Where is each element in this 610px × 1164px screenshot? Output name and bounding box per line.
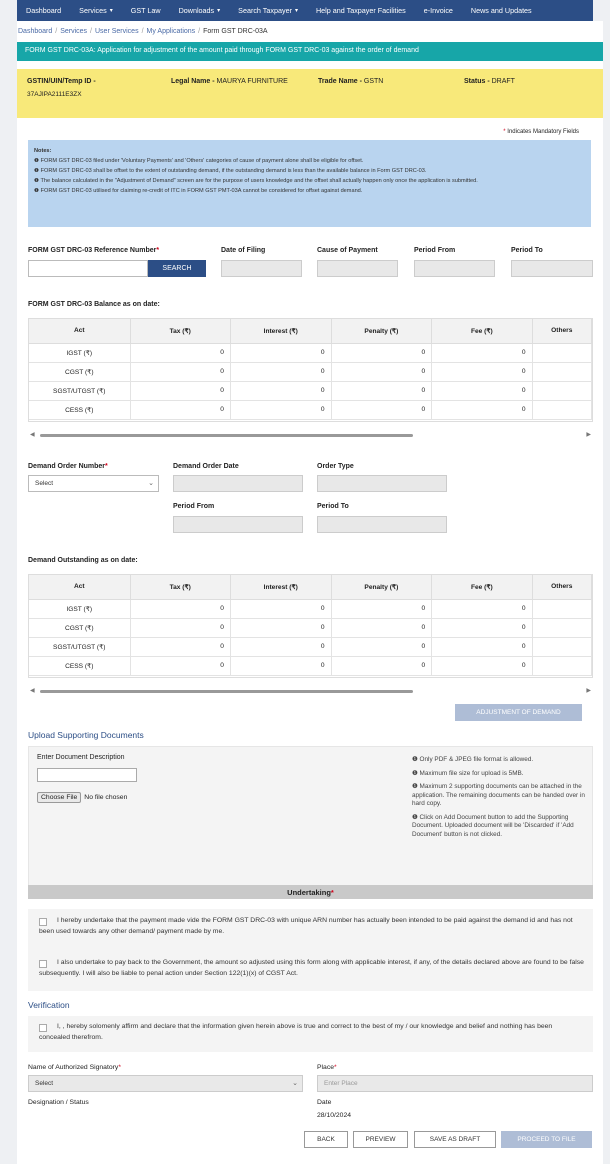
table-header: Penalty (₹) [331, 319, 432, 343]
designation-label: Designation / Status [28, 1099, 89, 1106]
required-icon: * [330, 888, 334, 897]
required-icon: * [156, 247, 160, 254]
table-row [29, 362, 592, 381]
doc-description-input[interactable] [37, 768, 137, 782]
table-header: Fee (₹) [432, 319, 532, 343]
act-cell: CESS (₹) [29, 656, 130, 675]
nav-item-label: Dashboard [26, 6, 62, 15]
value-cell [532, 400, 591, 419]
order-type-field [317, 475, 447, 492]
value-cell: 0 [230, 381, 331, 400]
act-cell: CGST (₹) [29, 618, 130, 637]
place-input[interactable]: Enter Place [317, 1075, 593, 1092]
table-row [29, 656, 592, 675]
note-item: FORM GST DRC-03 filed under 'Voluntary Payments' and 'Others' categories of cause of payment alone shall be eligible for offset. [40, 158, 364, 164]
breadcrumb-separator: / [198, 28, 201, 35]
breadcrumb-item[interactable]: User Services [95, 28, 139, 35]
table-row [29, 618, 592, 637]
value-cell: 0 [130, 599, 230, 618]
table-row [29, 343, 592, 362]
breadcrumb-separator: / [141, 28, 144, 35]
breadcrumb-item[interactable]: Dashboard [18, 28, 53, 35]
info-icon: ❶ [412, 783, 418, 790]
balance-scrollbar[interactable] [28, 431, 593, 440]
nav-item-label: e-Invoice [423, 6, 453, 15]
info-icon: ❶ [412, 813, 418, 821]
info-icon: ❶ [412, 769, 418, 777]
verification-heading: Verification [28, 1000, 70, 1010]
arrow-right-icon[interactable]: ▶ [586, 688, 591, 694]
value-cell: 0 [432, 599, 532, 618]
search-button[interactable]: SEARCH [148, 260, 206, 277]
nav-item[interactable] [229, 0, 307, 21]
value-cell [532, 381, 591, 400]
table-header: Interest (₹) [230, 575, 331, 599]
upload-notes [412, 756, 588, 844]
asterisk-icon: * [503, 129, 506, 135]
nav-item[interactable] [307, 0, 415, 21]
upload-box [28, 746, 593, 886]
value-cell: 0 [130, 362, 230, 381]
doc-description-label: Enter Document Description [37, 754, 125, 761]
table-row [29, 400, 592, 419]
breadcrumb [18, 28, 268, 35]
arrow-left-icon[interactable]: ◀ [30, 688, 35, 694]
date-of-filing-field [221, 260, 302, 277]
value-cell: 0 [432, 400, 532, 419]
value-cell [532, 618, 591, 637]
nav-item[interactable] [170, 0, 230, 21]
outstanding-title: Demand Outstanding as on date: [28, 557, 138, 564]
table-header: Act [29, 319, 130, 343]
value-cell: 0 [432, 637, 532, 656]
undertaking-text-1: I hereby undertake that the payment made vide the FORM GST DRC-03 with unique ARN number has actually been intended to be paid against the demand id and has not been used towards any other demand/ payment made by me. [39, 917, 573, 935]
date-value: 28/10/2024 [317, 1112, 352, 1119]
taxpayer-info [17, 69, 603, 118]
value-cell: 0 [432, 343, 532, 362]
table-header: Others [532, 575, 591, 599]
value-cell: 0 [130, 637, 230, 656]
cause-of-payment-field [317, 260, 398, 277]
gstin-label: GSTIN/UIN/Temp ID - [27, 78, 96, 85]
caret-down-icon: ▾ [109, 8, 113, 14]
balance-table [28, 318, 593, 422]
period-from-label: Period From [414, 247, 456, 254]
page-title: FORM GST DRC-03A: Application for adjustment of the amount paid through FORM GST DRC-03 against the order of demand [17, 42, 603, 61]
demand-order-select[interactable] [28, 475, 159, 492]
nav-item[interactable] [415, 0, 462, 21]
info-icon: ❶ [34, 158, 40, 164]
chevron-down-icon: ⌄ [148, 480, 154, 487]
required-icon: * [334, 1064, 337, 1071]
nav-item[interactable] [122, 0, 170, 21]
nav-item-label: News and Updates [470, 6, 532, 15]
upload-note: Click on Add Document button to add the Supporting Document. Uploaded document will be 'Discarded' if 'Add Document' button is not clicked. [412, 813, 574, 838]
date-label: Date [317, 1099, 332, 1106]
signatory-select-value: Select [35, 1080, 54, 1087]
table-header: Tax (₹) [130, 319, 230, 343]
preview-button[interactable]: PREVIEW [353, 1131, 408, 1148]
adjustment-of-demand-button[interactable]: ADJUSTMENT OF DEMAND [455, 704, 582, 721]
note-item: FORM GST DRC-03 shall be offset to the extent of outstanding demand, if the outstanding demand is less than the available balance in Form GST DRC-03. [40, 168, 427, 174]
scroll-thumb[interactable] [40, 434, 413, 437]
act-cell: SGST/UTGST (₹) [29, 381, 130, 400]
cause-of-payment-label: Cause of Payment [317, 247, 378, 254]
upload-note: Maximum file size for upload is 5MB. [419, 769, 524, 777]
table-header: Act [29, 575, 130, 599]
value-cell: 0 [230, 656, 331, 675]
save-as-draft-button[interactable]: SAVE AS DRAFT [414, 1131, 496, 1148]
table-header: Tax (₹) [130, 575, 230, 599]
value-cell: 0 [331, 400, 432, 419]
value-cell: 0 [230, 400, 331, 419]
act-cell: IGST (₹) [29, 599, 130, 618]
note-item: FORM GST DRC-03 utilised for claiming re-credit of ITC in FORM GST PMT-03A cannot be considered for offset against demand. [40, 188, 363, 194]
value-cell: 0 [130, 656, 230, 675]
demand-period-from-label: Period From [173, 503, 215, 510]
undertaking-text-2: I also undertake to pay back to the Government, the amount so adjusted using this form along with applicable interest, if any, of the details declared above are found to be false subsequently. I will also be liable to penal action under Section 122(1)(x) of CGST Act. [39, 959, 584, 977]
value-cell: 0 [432, 381, 532, 400]
breadcrumb-item: Form GST DRC-03A [203, 28, 268, 35]
info-icon: ❶ [412, 756, 418, 763]
verification-text: I, , hereby solomenly affirm and declare that the information given herein above is true and correct to the best of my / our knowledge and belief and nothing has been concealed therefrom. [39, 1023, 553, 1041]
period-from-field [414, 260, 495, 277]
value-cell: 0 [230, 599, 331, 618]
value-cell: 0 [331, 656, 432, 675]
value-cell: 0 [432, 618, 532, 637]
notes-heading: Notes: [34, 148, 52, 154]
act-cell: IGST (₹) [29, 343, 130, 362]
date-of-filing-label: Date of Filing [221, 247, 266, 254]
required-icon: * [105, 463, 108, 470]
ref-number-label: FORM GST DRC-03 Reference Number [28, 247, 157, 254]
value-cell: 0 [130, 618, 230, 637]
value-cell: 0 [331, 637, 432, 656]
back-button[interactable]: BACK [304, 1131, 348, 1148]
demand-number-label: Demand Order Number [28, 463, 106, 470]
table-header: Interest (₹) [230, 319, 331, 343]
caret-down-icon: ▾ [294, 8, 298, 14]
table-row [29, 599, 592, 618]
main-content [17, 21, 603, 1164]
table-row [29, 381, 592, 400]
nav-item-label: Downloads [178, 6, 215, 15]
breadcrumb-separator: / [90, 28, 92, 35]
value-cell: 0 [130, 381, 230, 400]
verification-box [28, 1016, 593, 1052]
trade-name-value: GSTN [363, 78, 384, 85]
value-cell: 0 [331, 599, 432, 618]
scroll-thumb[interactable] [40, 690, 413, 693]
breadcrumb-item[interactable]: My Applications [146, 28, 196, 35]
nav-item-label: Help and Taxpayer Facilities [315, 6, 406, 15]
ref-number-input[interactable] [28, 260, 148, 277]
act-cell: CESS (₹) [29, 400, 130, 419]
value-cell: 0 [331, 343, 432, 362]
value-cell: 0 [230, 362, 331, 381]
demand-date-label: Demand Order Date [173, 463, 239, 470]
legal-name-value: MAURYA FURNITURE [216, 78, 288, 85]
breadcrumb-separator: / [55, 28, 58, 35]
upload-heading: Upload Supporting Documents [28, 730, 144, 740]
value-cell [532, 599, 591, 618]
nav-item-label: Search Taxpayer [238, 6, 292, 15]
choose-file-button[interactable]: Choose File [37, 792, 81, 803]
value-cell [532, 362, 591, 381]
value-cell [532, 343, 591, 362]
chevron-down-icon: ⌄ [292, 1080, 298, 1087]
balance-title: FORM GST DRC-03 Balance as on date: [28, 301, 160, 308]
no-file-text: No file chosen [84, 794, 128, 801]
value-cell: 0 [230, 343, 331, 362]
nav-item[interactable] [17, 0, 70, 21]
nav-item-label: GST Law [130, 6, 161, 15]
required-icon: * [118, 1064, 121, 1071]
value-cell: 0 [130, 343, 230, 362]
nav-item[interactable] [70, 0, 122, 21]
notes-box [28, 140, 591, 227]
undertaking-heading [28, 885, 593, 899]
value-cell: 0 [331, 618, 432, 637]
table-header: Others [532, 319, 591, 343]
period-to-field [511, 260, 593, 277]
nav-item[interactable] [462, 0, 541, 21]
status-value: DRAFT [491, 78, 515, 85]
nav-item-label: Services [79, 6, 107, 15]
undertaking-heading-text: Undertaking [287, 888, 331, 897]
value-cell: 0 [331, 362, 432, 381]
mandatory-note [503, 129, 579, 135]
info-icon: ❶ [34, 168, 40, 174]
proceed-to-file-button[interactable]: PROCEED TO FILE [501, 1131, 592, 1148]
value-cell [532, 656, 591, 675]
demand-period-to-field [317, 516, 447, 533]
value-cell [532, 637, 591, 656]
value-cell: 0 [432, 362, 532, 381]
undertaking-box [28, 909, 593, 991]
breadcrumb-item[interactable]: Services [60, 28, 88, 35]
table-header: Penalty (₹) [331, 575, 432, 599]
upload-note: Only PDF & JPEG file format is allowed. [419, 756, 534, 763]
value-cell: 0 [331, 381, 432, 400]
top-nav [17, 0, 593, 21]
table-row [29, 637, 592, 656]
status-label: Status - [464, 78, 490, 85]
value-cell: 0 [130, 400, 230, 419]
legal-name-label: Legal Name - [171, 78, 215, 85]
arrow-left-icon[interactable]: ◀ [30, 432, 35, 438]
caret-down-icon: ▾ [217, 8, 221, 14]
order-type-label: Order Type [317, 463, 354, 470]
period-to-label: Period To [511, 247, 543, 254]
signatory-select[interactable] [28, 1075, 303, 1092]
value-cell: 0 [230, 637, 331, 656]
info-icon: ❶ [34, 178, 40, 184]
trade-name-label: Trade Name - [318, 78, 362, 85]
signatory-label: Name of Authorized Signatory [28, 1064, 119, 1071]
table-header: Fee (₹) [432, 575, 532, 599]
demand-period-to-label: Period To [317, 503, 349, 510]
place-label: Place [317, 1064, 335, 1071]
outstanding-scrollbar[interactable] [28, 687, 593, 696]
outstanding-table [28, 574, 593, 678]
mandatory-note-text: Indicates Mandatory Fields [507, 129, 579, 135]
value-cell: 0 [432, 656, 532, 675]
demand-order-select-value: Select [35, 480, 54, 487]
info-icon: ❶ [34, 188, 40, 194]
act-cell: CGST (₹) [29, 362, 130, 381]
demand-date-field [173, 475, 303, 492]
act-cell: SGST/UTGST (₹) [29, 637, 130, 656]
value-cell: 0 [230, 618, 331, 637]
demand-period-from-field [173, 516, 303, 533]
upload-note: Maximum 2 supporting documents can be attached in the application. The remaining documents can be handed over in hard copy. [412, 783, 585, 807]
arrow-right-icon[interactable]: ▶ [586, 432, 591, 438]
note-item: The balance calculated in the "Adjustment of Demand" screen are for the purpose of users knowledge and the offset shall actually happen only once the application is submitted. [40, 178, 478, 184]
gstin-value: 37AJIPA2111E3ZX [27, 91, 82, 98]
